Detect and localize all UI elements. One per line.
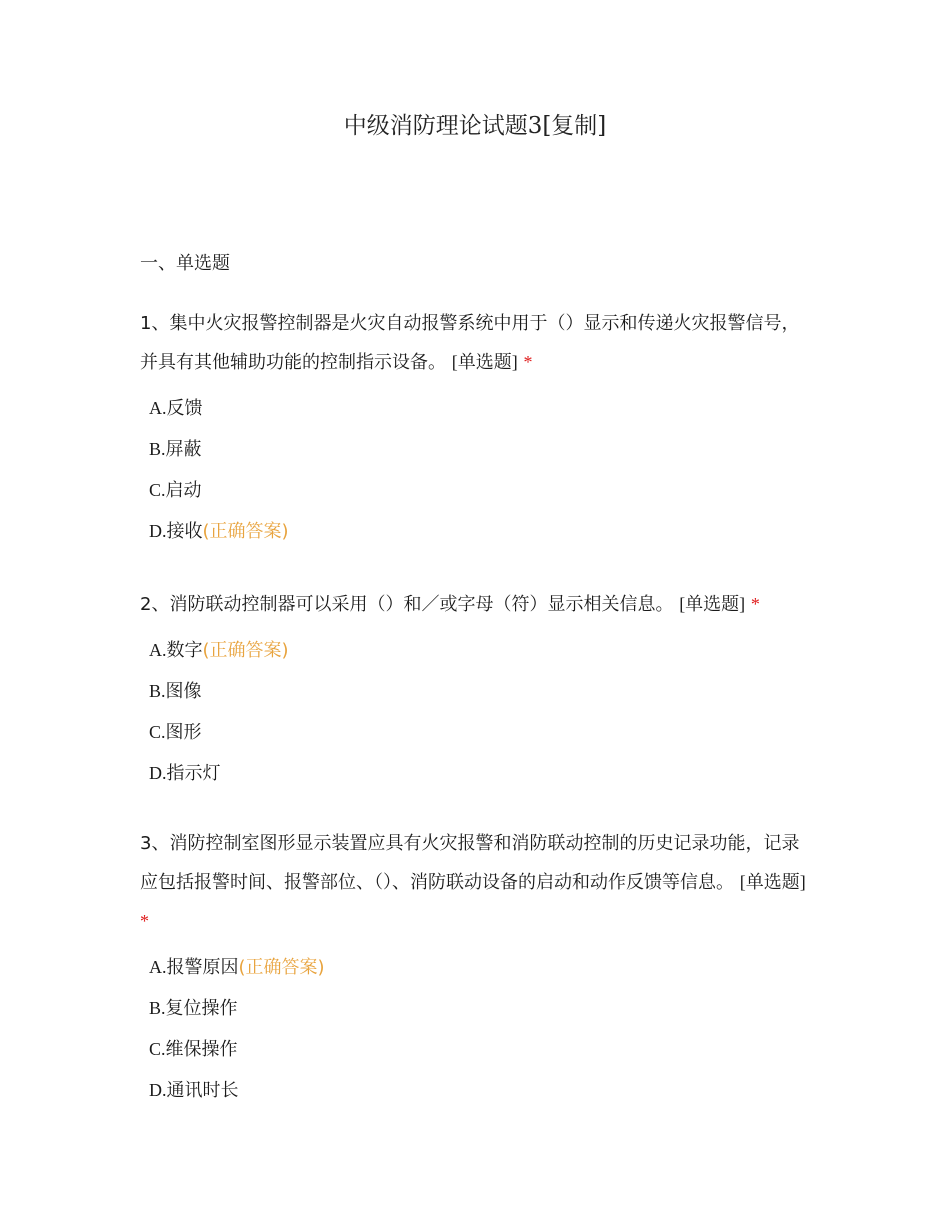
question-2 (140, 585, 810, 794)
option-b[interactable] (140, 988, 810, 1029)
option-list (140, 947, 810, 1111)
question-3 (140, 825, 810, 1111)
option-letter: B. (149, 998, 166, 1018)
question-stem (140, 825, 810, 941)
option-text: 图形 (165, 722, 202, 743)
question-type-label: [单选题] (739, 872, 806, 892)
option-c[interactable] (140, 1029, 810, 1070)
question-stem (140, 585, 810, 624)
option-list (140, 630, 810, 794)
option-letter: B. (149, 681, 166, 701)
option-text: 数字 (166, 640, 203, 661)
option-letter: A. (149, 957, 167, 977)
option-c[interactable] (140, 470, 810, 511)
option-a[interactable] (140, 947, 810, 988)
question-type-label: [单选题] (451, 352, 518, 372)
question-text: 1、集中火灾报警控制器是火灾自动报警系统中用于（）显示和传递火灾报警信号，并具有其他辅助功能的控制指示设备。 (140, 313, 800, 373)
option-d[interactable] (140, 1070, 810, 1111)
option-letter: D. (149, 1080, 167, 1100)
correct-answer-tag: (正确答案) (202, 521, 289, 542)
question-text: 2、消防联动控制器可以采用（）和／或字母（符）显示相关信息。 (140, 594, 674, 615)
question-text: 3、消防控制室图形显示装置应具有火灾报警和消防联动控制的历史记录功能，记录应包括报警时间、报警部位、（）、消防联动设备的启动和动作反馈等信息。 (140, 833, 800, 893)
required-marker: * (523, 352, 533, 372)
option-letter: A. (149, 640, 167, 660)
option-text: 指示灯 (166, 763, 221, 784)
option-letter: A. (149, 398, 167, 418)
correct-answer-tag: (正确答案) (238, 957, 325, 978)
required-marker: * (750, 594, 760, 614)
option-text: 报警原因 (166, 957, 239, 978)
option-b[interactable] (140, 671, 810, 712)
option-letter: C. (149, 1039, 166, 1059)
option-a[interactable] (140, 388, 810, 429)
option-text: 接收 (166, 521, 203, 542)
option-letter: C. (149, 480, 166, 500)
option-b[interactable] (140, 429, 810, 470)
page-title: 中级消防理论试题3[复制] (343, 113, 607, 139)
option-c[interactable] (140, 712, 810, 753)
option-text: 通讯时长 (166, 1080, 239, 1101)
option-letter: D. (149, 763, 167, 783)
option-text: 反馈 (166, 398, 203, 419)
option-d[interactable] (140, 511, 810, 552)
option-list (140, 388, 810, 552)
option-text: 启动 (165, 480, 202, 501)
option-d[interactable] (140, 753, 810, 794)
section-heading: 一、单选题 (140, 253, 230, 274)
option-text: 维保操作 (165, 1039, 238, 1060)
option-text: 复位操作 (165, 998, 238, 1019)
correct-answer-tag: (正确答案) (202, 640, 289, 661)
question-stem (140, 305, 810, 382)
option-letter: D. (149, 521, 167, 541)
option-letter: C. (149, 722, 166, 742)
option-text: 图像 (165, 681, 202, 702)
question-type-label: [单选题] (679, 594, 746, 614)
option-text: 屏蔽 (165, 439, 202, 460)
question-1 (140, 305, 810, 552)
option-a[interactable] (140, 630, 810, 671)
required-marker: * (140, 911, 149, 931)
option-letter: B. (149, 439, 166, 459)
